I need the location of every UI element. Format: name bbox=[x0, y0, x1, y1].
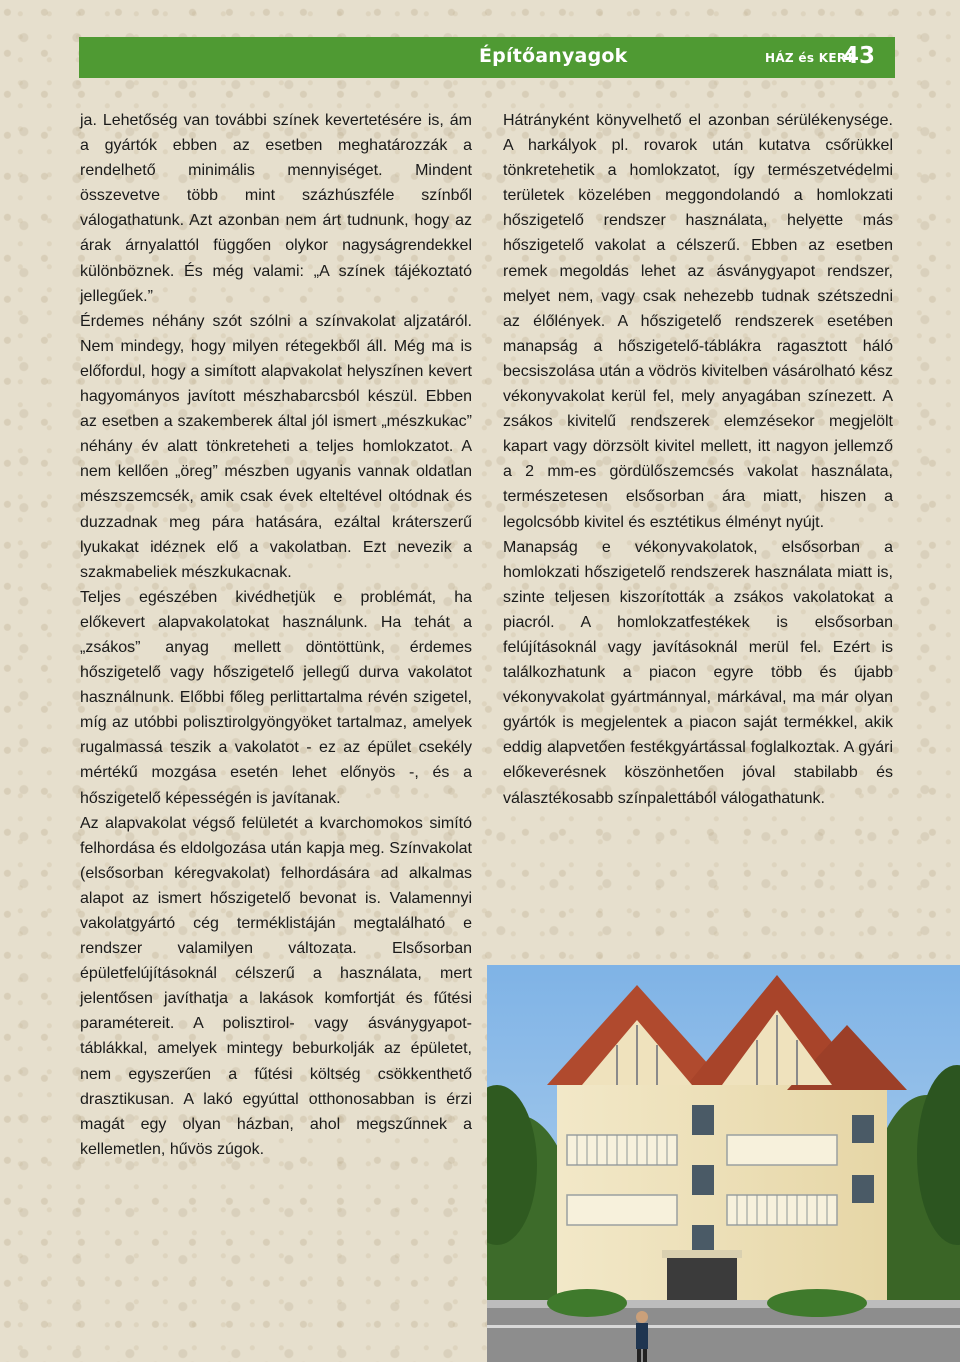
paragraph: Az alapvakolat végső felületét a kvarchomokos simító felhordása és eldolgozása után kapja meg. Színvakolat (elsősorban kéregvakolat) felhordására ad alkalmas alapot az ismert hőszigetelő bevonat is. Valamennyi vakolatgyártó cég terméklistáján megtalálható e rendszer valamilyen változata. Elsősorban épületfelújításoknál célszerű a használata, mert jelentősen javíthatja a lakások komfortját és fűtési paramétereit. A polisztirol- vagy ásványgyapot-táblákkal, amelyek mintegy beburkolják az épületet, nem egyszerűen a fűtési költség csökkenthető drasztikusan. A lakó egyúttal otthonosabban is érzi magát egy olyan házban, ahol megszűnnek a kellemetlen, hűvös zúgok. bbox=[80, 814, 472, 1158]
page-header bbox=[79, 37, 895, 78]
paragraph: Manapság e vékonyvakolatok, elsősorban a homlokzati hőszigetelő rendszerek használata miatt is, szinte teljesen kiszorították a zsákos vakolatokat a piacról. A homlokzatfestékek is elsősorban felújításoknál vagy javításoknál merül fel. Ezért is találkozhatunk a piacon egyre több és újabb vékonyvakolat gyártmánnyal, márkával, ma már olyan gyártók is megjelentek a piacon saját termékkel, akik eddig alapvetően festékgyártással foglalkoztak. A gyári előkeverésnek köszönhetően jóval stabilabb és választékosabb színpalettából válogathatunk. bbox=[503, 538, 893, 807]
paragraph: Érdemes néhány szót szólni a színvakolat aljzatáról. Nem mindegy, hogy milyen rétegekből áll. Még ma is előfordul, hogy a simított alapvakolat helyszínen kevert hagyományos javított mészhabarcsból készül. Ebben az esetben a szakemberek által jól ismert „mészkukac” néhány év alatt tönkreteheti a teljes homlokzatot. A nem kellően „öreg” mészben ugyanis vannak oldatlan mészszemcsék, amik csak évek elteltével oltódnak és duzzadnak meg pára hatására, ezáltal kráterszerű lyukakat idéznek elő a vakolatban. Ezt nevezik a szakmabeliek mészkukacnak. bbox=[80, 312, 472, 581]
right-column bbox=[503, 108, 893, 811]
paragraph: ja. Lehetőség van további színek kevertetésére is, ám a gyártók ebben az esetben meghatározzák a rendelhető minimális mennyiséget. Mindent összevetve több mint százhúszféle színből válogathatunk. Azt azonban nem árt tudnunk, hogy az árak árnyalattól függően olykor nagyságrendekkel különböznek. És még valami: „A színek tájékoztató jellegűek.” bbox=[80, 112, 472, 305]
paragraph: Teljes egészében kivédhetjük e problémát, ha előkevert alapvakolatokat használunk. Ha tehát a „zsákos” anyag mellett döntöttünk, érdemes hőszigetelő vagy hőszigetelő jellegű durva vakolatot használnunk. Előbbi főleg perlittartalma révén szigetel, míg az utóbbi polisztirolgyöngyöket tartalmaz, amelyek rugalmassá teszik a vakolatot - ez az épület csekély mértékű mozgása esetén lehet előnyös -, és a hőszigetelő képességén is javítanak. bbox=[80, 588, 472, 807]
paragraph: Hátrányként könyvelhető el azonban sérülékenysége. A harkályok pl. rovarok után kutatva csőrükkel tönkretehetik a homlokzatot, így természetvédelmi területek közelében meggondolandó a homlokzati hőszigetelő rendszer használata, helyette más hőszigetelő vakolat a célszerű. Ebben az esetben remek megoldás lehet az ásványgyapot rendszer, melyet nem, vagy csak nehezebb tudnak szétszedni az élőlények. A hőszigetelő rendszerek esetében manapság a hőszigetelő-táblákra ragasztott háló becsiszolása után a vödrös kivitelben vásárolható kész vékonyvakolat kerül fel, mely anyagában színezett. A zsákos kivitelű rendszerek elemzésekor megjelölt kapart vagy dörzsölt kivitel mellett, itt nagyon jellemző a 2 mm-es gördülőszemcsés vakolat használata, természetesen elsősorban ára miatt, hiszen a legolcsóbb kivitel és esztétikus élményt nyújt. bbox=[503, 112, 893, 531]
page-number: 43 bbox=[842, 43, 875, 69]
left-column bbox=[80, 108, 472, 1162]
magazine-name: HÁZ és KERT bbox=[765, 51, 855, 65]
building-illustration bbox=[487, 965, 960, 1362]
building-photo bbox=[487, 965, 960, 1362]
section-title: Építőanyagok bbox=[479, 45, 628, 67]
